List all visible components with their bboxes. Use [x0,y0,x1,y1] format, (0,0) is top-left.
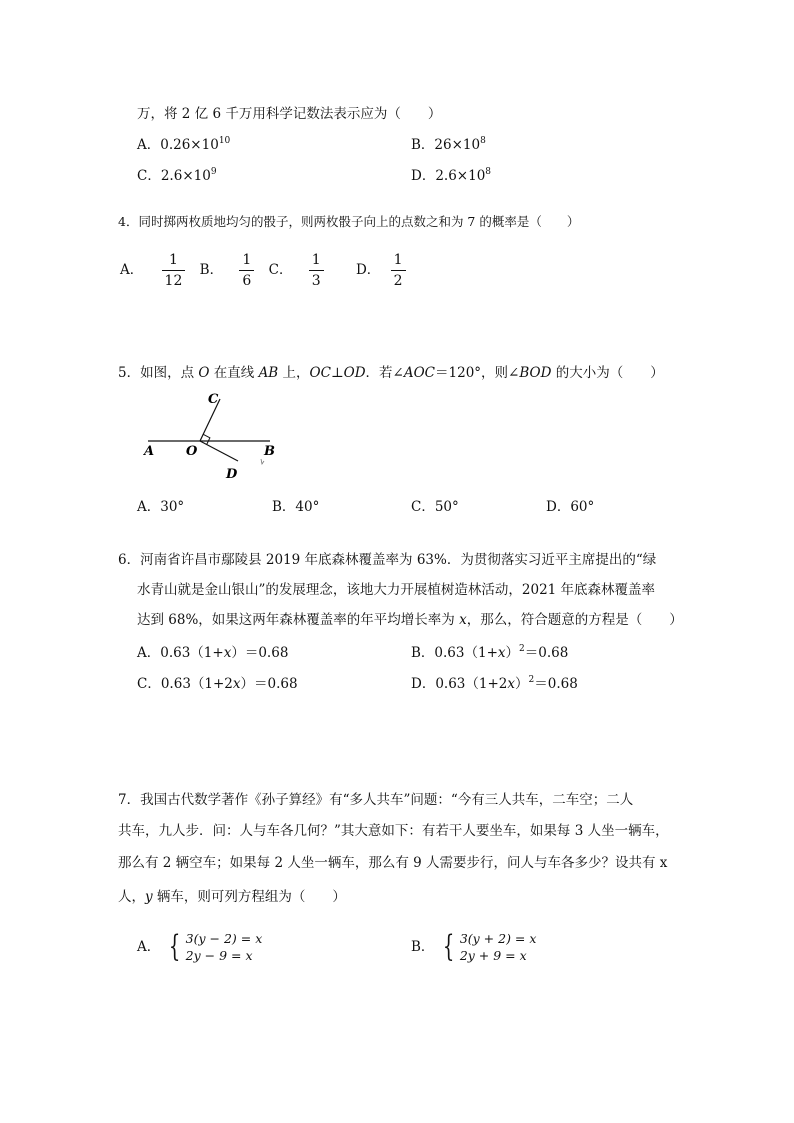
q5-option-c[interactable]: C．50° [411,499,459,515]
stray-mark [261,459,264,464]
q3-stem: 万，将 2 亿 6 千万用科学记数法表示应为（ ） [137,106,442,122]
q6-option-b[interactable]: B．$0.63(1+x)^2=0.68$ [411,644,569,661]
label-a: A [144,444,155,459]
q3-option-c[interactable]: C．$2.6\times 10^9$ [137,167,217,184]
q4-stem: 4．同时掷两枚质地均匀的骰子，则两枚骰子向上的点数之和为 7 的概率是（ ） [118,214,580,229]
q5-option-d[interactable]: D．60° [546,499,595,515]
q7-line-2: 共车，九人步．问：人与车各几何？”其大意如下：有若干人要坐车，如果每 3 人坐一辆车， [118,823,669,839]
label-b: B [264,444,275,459]
q7-line-4: 人，y 辆车，则可列方程组为（ ） [118,889,346,905]
q5-figure [130,385,300,485]
ray-od [200,441,238,461]
label-o: O [186,444,198,459]
equation-system: { 3(y + 2) = x 2y + 9 = x [442,929,537,964]
q6-line-3: 达到 68%，如果这两年森林覆盖率的年平均增长率为 x，那么，符合题意的方程是（ ） [137,612,683,628]
q4-options [120,252,410,289]
q6-line-2: 水青山就是金山银山”的发展理念，该地大力开展植树造林活动，2021 年底森林覆盖率 [137,582,656,598]
q6-option-d[interactable]: D．$0.63(1+2x)^2=0.68$ [411,675,578,692]
q3-option-d[interactable]: D．$2.6\times 10^8$ [411,167,492,184]
q4-option-b[interactable]: B． $\frac{1}{6}$ [200,262,263,278]
fraction: $\frac{1}{6}$ [239,252,254,289]
q7-option-a[interactable]: A． { 3(y − 2) = x 2y − 9 = x [137,929,263,964]
q5-stem: 5．如图，点 O 在直线 AB 上，OC⊥OD．若∠AOC＝120°，则∠BOD 的大小为（ ） [118,365,664,381]
label-c: C [208,392,219,407]
q5-option-a[interactable]: A．30° [137,499,185,515]
q4-option-a[interactable]: A． $\frac{1}{12}$ [120,262,194,278]
q6-line-1: 6．河南省许昌市鄢陵县 2019 年底森林覆盖率为 63%．为贯彻落实习近平主席提出的“绿 [118,552,657,568]
q7-option-b[interactable]: B． { 3(y + 2) = x 2y + 9 = x [411,929,537,964]
fraction: $\frac{1}{2}$ [391,252,406,289]
q4-option-c[interactable]: C． $\frac{1}{3}$ [269,262,332,278]
equation-system: { 3(y − 2) = x 2y − 9 = x [168,929,263,964]
q7-line-3: 那么有 2 辆空车；如果每 2 人坐一辆车，那么有 9 人需要步行，问人与车各多少？设共有 x [118,855,668,871]
q3-option-b[interactable]: B．$26\times 10^8$ [411,136,486,153]
q4-option-d[interactable]: D． $\frac{1}{2}$ [356,262,410,278]
q3-option-a[interactable]: A．$0.26\times 10^{10}$ [137,136,231,153]
q6-option-c[interactable]: C．0.63（1+2x）＝0.68 [137,676,298,692]
q5-option-b[interactable]: B．40° [272,499,320,515]
q6-option-a[interactable]: A．0.63（1+x）＝0.68 [137,645,289,661]
label-d: D [226,467,238,482]
fraction: $\frac{1}{12}$ [162,252,186,289]
q7-line-1: 7．我国古代数学著作《孙子算经》有“多人共车”问题：“今有三人共车，二车空；二人 [118,792,634,808]
fraction: $\frac{1}{3}$ [309,252,324,289]
